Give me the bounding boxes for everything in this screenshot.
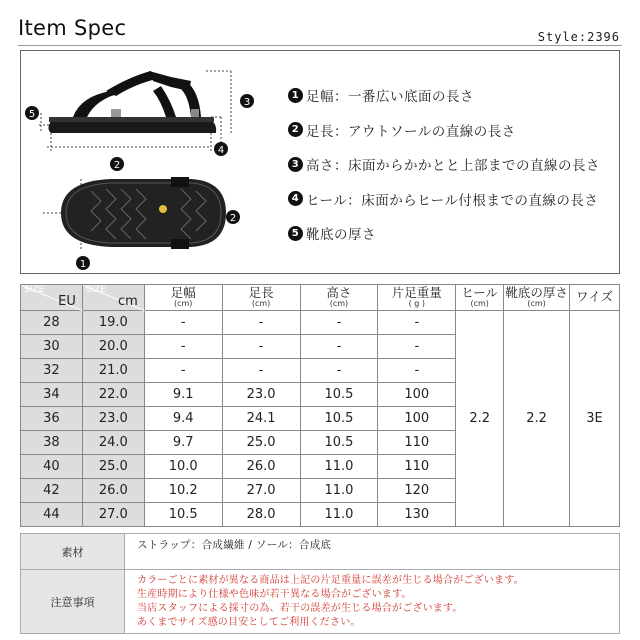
table-cell: 120: [378, 479, 456, 503]
table-cell: 19.0: [82, 311, 144, 335]
table-cell: 110: [378, 431, 456, 455]
table-cell: 10.5: [300, 383, 378, 407]
eu-label: EU: [58, 294, 76, 309]
size-table-header: [21, 285, 620, 311]
notes-label: 注意事項: [21, 570, 125, 634]
legend-item: [288, 216, 628, 251]
table-cell: 25.0: [82, 455, 144, 479]
table-cell: 10.2: [144, 479, 222, 503]
table-cell: -: [300, 335, 378, 359]
material-notes-table: [20, 533, 620, 634]
table-cell: 100: [378, 407, 456, 431]
marker-1: 1: [79, 259, 87, 270]
table-cell: -: [222, 335, 300, 359]
table-cell: -: [144, 311, 222, 335]
table-cell: 36: [21, 407, 83, 431]
legend-number: 1: [288, 88, 303, 103]
marker-2-top: 2: [229, 213, 237, 224]
table-cell: 11.0: [300, 479, 378, 503]
table-cell: 27.0: [82, 503, 144, 527]
notes-content: [125, 570, 620, 634]
table-cell: 11.0: [300, 455, 378, 479]
table-row: [21, 311, 620, 335]
table-cell: 9.1: [144, 383, 222, 407]
table-cell: 27.0: [222, 479, 300, 503]
size-label: SIZE: [85, 285, 107, 295]
table-cell: 10.5: [144, 503, 222, 527]
table-cell: 34: [21, 383, 83, 407]
legend-item: [288, 182, 628, 217]
table-cell: 22.0: [82, 383, 144, 407]
table-cell: -: [300, 359, 378, 383]
table-cell: 26.0: [82, 479, 144, 503]
table-cell: -: [144, 359, 222, 383]
note-line: カラーごとに素材が異なる商品は上記の片足重量に誤差が生じる場合がございます。: [137, 574, 524, 586]
legend-text: 足長：アウトソールの直線の長さ: [306, 123, 516, 140]
table-cell: 11.0: [300, 503, 378, 527]
table-cell: 25.0: [222, 431, 300, 455]
header-foot-width: 足幅 (cm): [144, 285, 222, 311]
table-cell: 28.0: [222, 503, 300, 527]
table-cell: -: [300, 311, 378, 335]
header-heel: ヒール (cm): [456, 285, 504, 311]
table-cell: -: [144, 335, 222, 359]
note-line: 生産時期により仕様や色味が若干異なる場合がございます。: [137, 588, 412, 600]
table-cell: 32: [21, 359, 83, 383]
header-width: ワイズ: [570, 285, 620, 311]
legend-text: 靴底の厚さ: [306, 227, 376, 244]
table-cell: 40: [21, 455, 83, 479]
table-cell: 21.0: [82, 359, 144, 383]
table-cell: -: [378, 359, 456, 383]
sandal-top-view: [61, 177, 226, 249]
size-table: [20, 284, 620, 527]
marker-2-side: 2: [113, 160, 121, 171]
sandal-side-view: [49, 71, 217, 133]
table-cell: 44: [21, 503, 83, 527]
table-cell: 20.0: [82, 335, 144, 359]
header-height: 高さ (cm): [300, 285, 378, 311]
legend-number: 3: [288, 157, 303, 172]
table-cell: 23.0: [82, 407, 144, 431]
marker-4: 4: [217, 145, 225, 156]
legend-number: 5: [288, 226, 303, 241]
legend-item: [288, 78, 628, 113]
table-cell: 24.1: [222, 407, 300, 431]
corner-eu: [21, 285, 83, 311]
table-cell: -: [378, 335, 456, 359]
width-value: 3E: [570, 311, 620, 527]
legend-text: 足幅：一番広い底面の長さ: [306, 89, 474, 106]
table-cell: -: [378, 311, 456, 335]
legend-item: [288, 113, 628, 148]
table-cell: 100: [378, 383, 456, 407]
legend-number: 2: [288, 122, 303, 137]
material-row: [21, 534, 620, 570]
size-label: SIZE: [24, 285, 45, 295]
note-line: 当店スタッフによる採寸の為、若干の誤差が生じる場合がございます。: [137, 602, 463, 614]
marker-5: 5: [28, 109, 36, 120]
table-cell: 10.5: [300, 431, 378, 455]
title-divider: [18, 45, 622, 46]
legend-item: [288, 147, 628, 182]
table-cell: -: [222, 359, 300, 383]
table-cell: 10.0: [144, 455, 222, 479]
header-sole-thickness: 靴底の厚さ (cm): [504, 285, 570, 311]
table-cell: 24.0: [82, 431, 144, 455]
legend-text: ヒール：床面からヒール付根までの直線の長さ: [306, 192, 599, 209]
marker-3: 3: [243, 97, 251, 108]
corner-cm: [82, 285, 144, 311]
table-cell: 26.0: [222, 455, 300, 479]
note-line: あくまでサイズ感の目安としてご利用ください。: [137, 616, 361, 628]
style-code: Style:2396: [537, 30, 620, 44]
measure-legend: [288, 78, 628, 251]
cm-label: cm: [117, 294, 138, 309]
sole-value: 2.2: [504, 311, 570, 527]
material-label: 素材: [21, 534, 125, 570]
table-cell: 30: [21, 335, 83, 359]
table-cell: 38: [21, 431, 83, 455]
table-cell: 130: [378, 503, 456, 527]
table-cell: 23.0: [222, 383, 300, 407]
legend-text: 高さ：床面からかかとと上部までの直線の長さ: [306, 158, 600, 175]
table-cell: -: [222, 311, 300, 335]
table-cell: 9.4: [144, 407, 222, 431]
header-weight: 片足重量 ( g ): [378, 285, 456, 311]
legend-number: 4: [288, 191, 303, 206]
heel-value: 2.2: [456, 311, 504, 527]
notes-row: [21, 570, 620, 634]
table-cell: 10.5: [300, 407, 378, 431]
material-value: ストラップ：合成繊維 / ソール：合成底: [125, 534, 620, 570]
table-cell: 28: [21, 311, 83, 335]
table-cell: 110: [378, 455, 456, 479]
table-cell: 42: [21, 479, 83, 503]
table-cell: 9.7: [144, 431, 222, 455]
page-title: Item Spec: [18, 16, 127, 40]
header-foot-length: 足長 (cm): [222, 285, 300, 311]
